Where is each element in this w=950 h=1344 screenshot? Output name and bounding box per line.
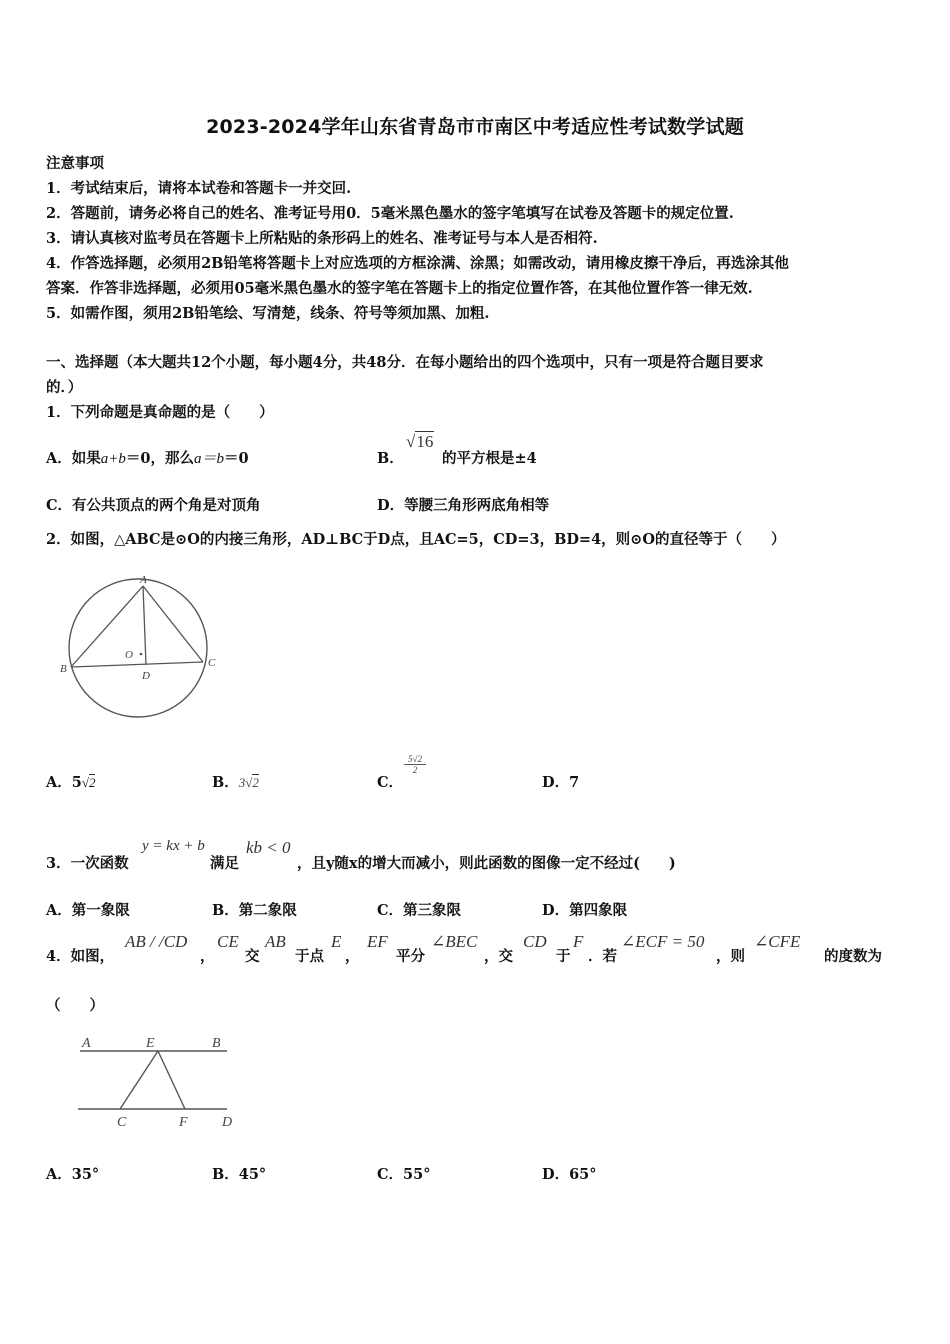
point-o <box>140 653 143 656</box>
label-f: F <box>179 1115 188 1130</box>
q2-b-coef: 3 <box>238 775 246 790</box>
q4-m5: EF <box>367 932 388 951</box>
label-a: A <box>140 574 147 586</box>
q4-prefix: 4．如图， <box>46 948 115 965</box>
q2-option-c: C． <box>377 774 404 791</box>
q4-option-d: D．65° <box>542 1166 597 1183</box>
q1-a-math1: a+b <box>100 451 126 467</box>
q3-option-d: D．第四象限 <box>542 902 628 919</box>
q4-m8: F <box>573 932 584 951</box>
label-o: O <box>125 649 133 661</box>
notice-item-1: 1．考试结束后，请将本试卷和答题卡一并交回. <box>46 180 352 197</box>
q3-option-b: B．第二象限 <box>212 902 297 919</box>
q4-t1: 交 <box>245 948 260 965</box>
q3-option-a: A．第一象限 <box>46 902 130 919</box>
segment-ce <box>120 1051 158 1109</box>
q2-a-radical: √2 <box>81 775 96 790</box>
q4-t6: ．若 <box>588 948 617 965</box>
q4-t3: 平分 <box>396 948 425 965</box>
q4-m6: ∠BEC <box>431 932 478 951</box>
q1-b-root: 16 <box>416 432 434 451</box>
q1-a-math2: a＝b <box>193 451 224 467</box>
q2-option-b <box>212 771 259 792</box>
q4-option-b: B．45° <box>212 1166 267 1183</box>
q1-b-radical <box>406 432 434 452</box>
notice-item-4: 4．作答选择题，必须用2B铅笔将答题卡上对应选项的方框涂满、涂黑；如需改动，请用橡皮擦干净后，再选涂其他 <box>46 255 789 272</box>
q2-c-num: 5√2 <box>404 754 426 765</box>
q1-a-prefix: A．如果 <box>46 450 101 467</box>
q1-b-prefix: B． <box>377 450 404 467</box>
label-b: B <box>60 663 67 675</box>
q2-stem: 2．如图，△ABC是⊙O的内接三角形，AD⊥BC于D点，且AC=5，CD=3，BD=4，则⊙O的直径等于（ ） <box>46 531 786 548</box>
q4-m10: ∠CFE <box>754 932 801 951</box>
q1-b-end: 的平方根是±4 <box>442 450 537 467</box>
q3-mid: 满足 <box>210 855 239 872</box>
label-c: C <box>208 657 216 669</box>
q4-m9: ∠ECF = 50 <box>621 932 705 951</box>
q4-m3: AB <box>265 932 286 951</box>
label-b: B <box>212 1036 221 1051</box>
q2-b-root: 2 <box>252 775 259 790</box>
label-c: C <box>117 1115 127 1130</box>
q4-option-a: A．35° <box>46 1166 100 1183</box>
q2-c-fraction <box>404 754 426 775</box>
q4-t5: 于 <box>556 948 571 965</box>
label-a: A <box>82 1036 91 1051</box>
label-d: D <box>222 1115 233 1130</box>
q2-circle-figure <box>58 570 228 725</box>
label-e: E <box>146 1036 155 1051</box>
q2-a-root: 2 <box>88 775 96 790</box>
q1-stem: 1．下列命题是真命题的是（ ） <box>46 404 274 421</box>
segment-ad <box>143 586 146 665</box>
q2-option-d: D．7 <box>542 774 580 791</box>
notice-heading: 注意事项 <box>46 155 104 172</box>
q2-a-prefix: A．5 <box>46 774 82 791</box>
q3-end: ，且y随x的增大而减小，则此函数的图像一定不经过( ) <box>297 855 676 872</box>
notice-item-2: 2．答题前，请务必将自己的姓名、准考证号用0．5毫米黑色墨水的签字笔填写在试卷及答题卡的规定位置. <box>46 205 734 222</box>
q4-option-c: C．55° <box>377 1166 431 1183</box>
segment-bc <box>71 662 203 667</box>
q3-prefix: 3．一次函数 <box>46 855 129 872</box>
q4-m1: AB / /CD <box>125 932 188 951</box>
sqrt-icon: √ <box>406 432 416 451</box>
q4-m7: CD <box>523 932 547 951</box>
circle-o <box>69 579 207 717</box>
q4-t4: ，交 <box>484 948 513 965</box>
q4-t2: 于点 <box>295 948 324 965</box>
q4-parallel-figure <box>72 1030 247 1135</box>
q3-cond: kb < 0 <box>246 838 291 857</box>
q4-t7: ，则 <box>716 948 745 965</box>
label-d: D <box>142 670 150 682</box>
segment-ac <box>143 586 203 662</box>
q4-t8: 的度数为 <box>824 948 882 965</box>
q2-c-den: 2 <box>412 765 418 775</box>
q2-option-a <box>46 771 95 792</box>
q4-comma: ， <box>200 948 215 965</box>
q4-m2: CE <box>217 932 239 951</box>
notice-item-5: 5．如需作图，须用2B铅笔绘、写清楚，线条、符号等须加黑、加粗. <box>46 305 490 322</box>
page-title: 2023-2024学年山东省青岛市市南区中考适应性考试数学试题 <box>206 116 744 138</box>
notice-item-4-cont: 答案．作答非选择题，必须用05毫米黑色墨水的签字笔在答题卡上的指定位置作答，在其他位置作答一律无效. <box>46 280 753 297</box>
q4-comma2: ， <box>345 948 360 965</box>
q4-m4: E <box>331 932 342 951</box>
section1-heading: 一、选择题（本大题共12个小题，每小题4分，共48分．在每小题给出的四个选项中，只有一项是符合题目要求 <box>46 354 764 371</box>
q1-option-b <box>377 447 404 468</box>
section1-heading-cont: 的．） <box>46 379 83 396</box>
q1-a-mid: ＝0，那么 <box>125 450 194 467</box>
q2-b-radical: 3√2 <box>238 775 259 790</box>
notice-item-3: 3．请认真核对监考员在答题卡上所粘贴的条形码上的姓名、准考证号与本人是否相符. <box>46 230 598 247</box>
q4-paren: （ ） <box>46 997 104 1014</box>
q1-option-d: D．等腰三角形两底角相等 <box>377 497 550 514</box>
q1-option-a <box>46 447 249 468</box>
q1-a-end: ＝0 <box>223 450 249 467</box>
q1-option-c: C．有公共顶点的两个角是对顶角 <box>46 497 261 514</box>
segment-ef <box>158 1051 185 1109</box>
q2-b-prefix: B． <box>212 774 239 791</box>
q3-func: y = kx + b <box>142 838 205 854</box>
q3-option-c: C．第三象限 <box>377 902 462 919</box>
